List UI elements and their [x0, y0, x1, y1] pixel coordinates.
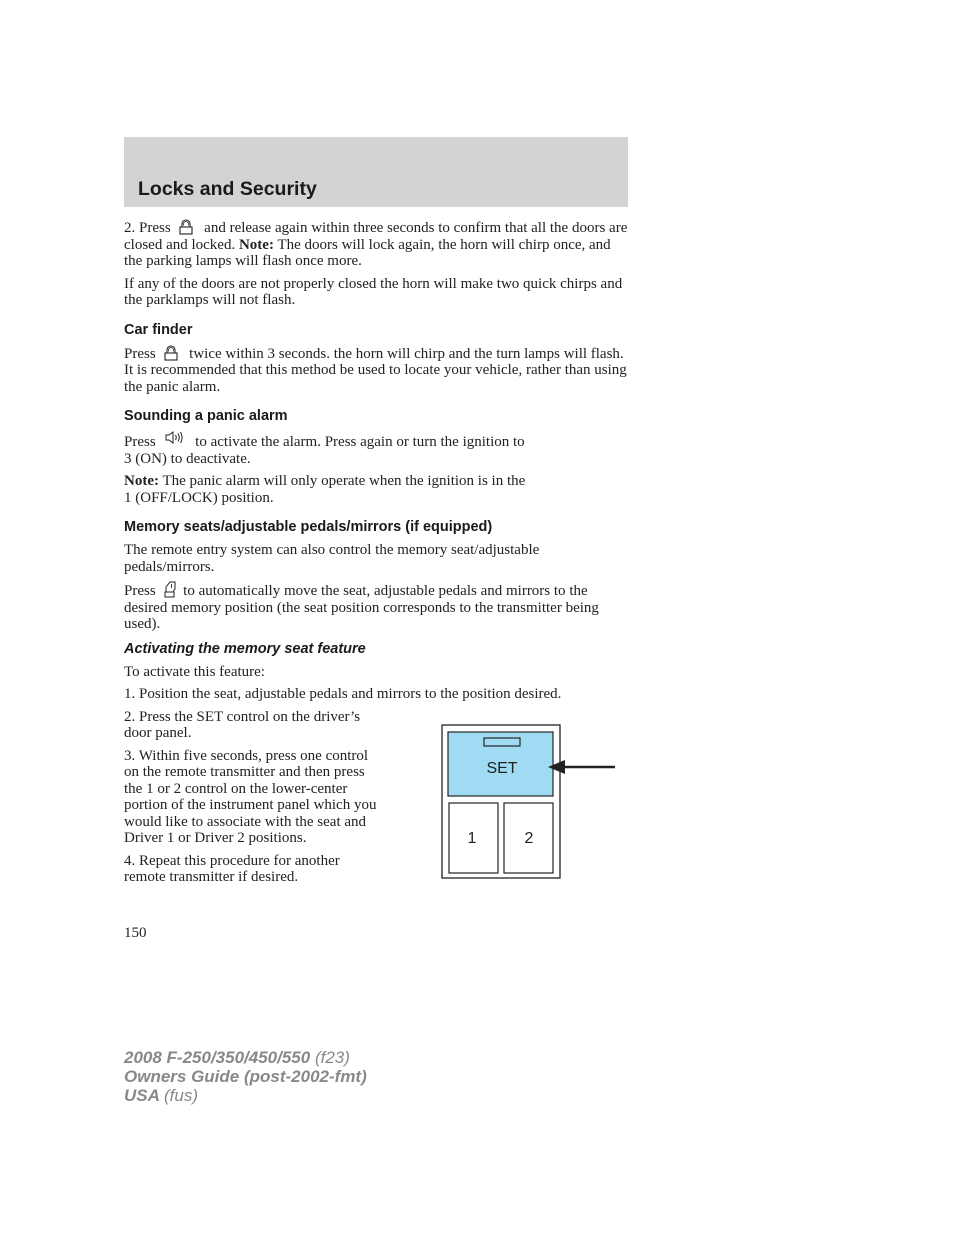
section-title: Locks and Security — [138, 178, 317, 200]
memory-seat-icon — [163, 581, 177, 598]
memory-control-diagram — [441, 724, 617, 882]
section-header-band — [124, 137, 628, 207]
step-item: 4. Repeat this procedure for another remote transmitter if desired. — [124, 852, 340, 885]
lock-icon — [163, 345, 179, 361]
heading-car-finder: Car finder — [124, 321, 193, 338]
memory-button-2-label: 2 — [524, 830, 534, 847]
paragraph-panic-note: Note: The panic alarm will only operate when the ignition is in the 1 (OFF/LOCK) position. — [124, 473, 526, 506]
page-number: 150 — [124, 925, 147, 941]
heading-panic-alarm: Sounding a panic alarm — [124, 408, 288, 424]
paragraph-confirm-lock: 2. Press and release again within three seconds to confirm that all the doors are closed and locked. Note: The doors will lock again, the horn will chirp once, and the parking lamps will flash once more. — [124, 220, 628, 269]
step-item: 1. Position the seat, adjustable pedals and mirrors to the position desired. — [124, 686, 562, 702]
step-item: 2. Press the SET control on the driver’s door panel. — [124, 708, 361, 741]
paragraph-car-finder: Press twice within 3 seconds. the horn will chirp and the turn lamps will flash. It is recommended that this method be used to locate your vehicle, rather than using the panic alarm. — [124, 345, 627, 395]
memory-button-1-label: 1 — [467, 830, 477, 847]
heading-activating-memory: Activating the memory seat feature — [124, 640, 366, 657]
lock-icon — [178, 219, 194, 235]
paragraph-doors-not-closed: If any of the doors are not properly closed the horn will make two quick chirps and the parklamps will not flash. — [124, 275, 623, 308]
set-button-label: SET — [486, 760, 518, 777]
paragraph-panic-alarm: Press to activate the alarm. Press again or turn the ignition to 3 (ON) to deactivate. — [124, 431, 630, 467]
paragraph-memory-press: Press to automatically move the seat, adjustable pedals and mirrors to the desired memory position (the seat position corresponds to the transmitter being used). — [124, 583, 599, 632]
document-footer: 2008 F-250/350/450/550 (f23) Owners Guide (post-2002-fmt) USA (fus) — [124, 1048, 367, 1105]
step-item: 3. Within five seconds, press one control on the remote transmitter and then press the 1 or 2 control on the lower-center portion of the instrument panel which you would like to associate with the seat and Driver 1 or Driver 2 positions. — [124, 747, 377, 846]
panic-horn-icon — [165, 431, 183, 444]
paragraph-activate-intro: To activate this feature: — [124, 663, 265, 680]
heading-memory-seats: Memory seats/adjustable pedals/mirrors (if equipped) — [124, 519, 493, 535]
paragraph-memory-intro: The remote entry system can also control the memory seat/adjustable pedals/mirrors. — [124, 542, 540, 575]
